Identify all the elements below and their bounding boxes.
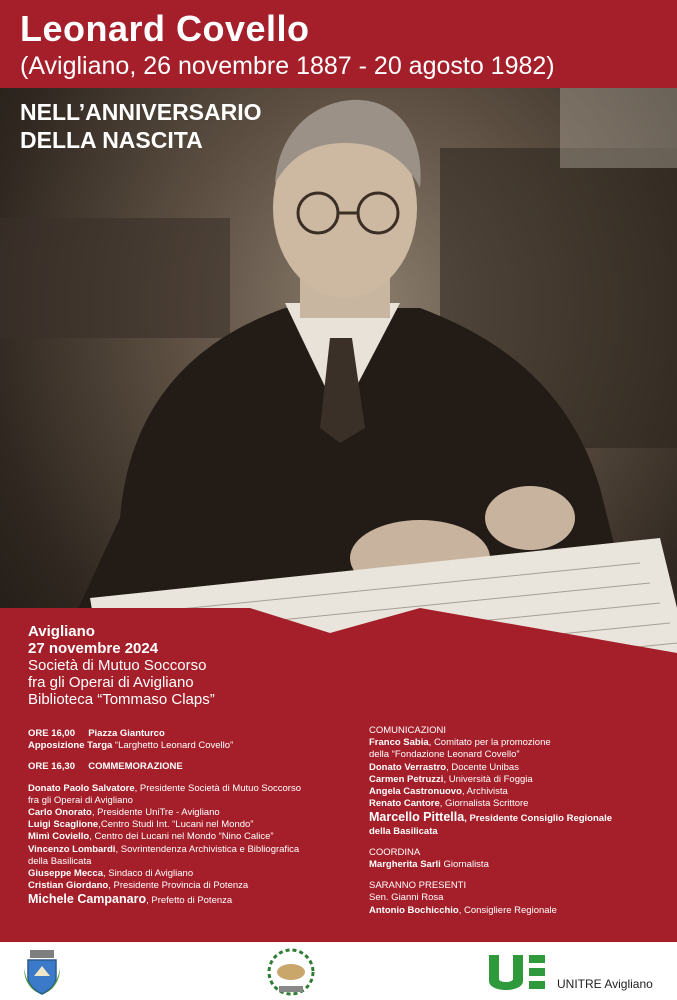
event-details <box>28 623 215 708</box>
pittella-role-2: della Basilicata <box>369 825 438 837</box>
speaker-line: Cristian Giordano, Presidente Provincia di Potenza <box>28 880 249 892</box>
event-venue-2: fra gli Operai di Avigliano <box>28 674 194 691</box>
presenti-2-role: , Consigliere Regionale <box>458 904 557 916</box>
coordinator-name: Margherita Sarli <box>369 859 441 871</box>
speaker-line: Donato Paolo Salvatore, Presidente Società di Mutuo Soccorso <box>28 782 301 794</box>
event-venue-3: Biblioteca “Tommaso Claps” <box>28 691 215 708</box>
unitre-logo-icon <box>487 953 547 993</box>
program-right-column <box>369 725 669 917</box>
coordinator-role: Giornalista <box>440 859 489 871</box>
soms-emblem-icon <box>265 946 317 998</box>
comune-label: Comune di Avigliano <box>76 977 186 991</box>
presenti-label: SARANNO PRESENTI <box>369 880 467 892</box>
coordina-label: COORDINA <box>369 846 421 858</box>
speaker-line: Angela Castronuovo, Archivista <box>369 786 508 798</box>
commemorazione-label: COMMEMORAZIONE <box>88 761 183 773</box>
speaker-line: della “Fondazione Leonard Covello” <box>369 749 520 761</box>
speaker-line: Donato Verrastro, Docente Unibas <box>369 761 519 773</box>
speaker-line: Giuseppe Mecca, Sindaco di Avigliano <box>28 868 194 880</box>
birth-death-dates: (Avigliano, 26 novembre 1887 - 20 agosto 1982) <box>20 52 555 80</box>
event-city: Avigliano <box>28 623 95 640</box>
presenti-2-name: Antonio Bochicchio <box>369 904 459 916</box>
comune-crest-icon <box>22 948 62 996</box>
soms-label: S.O.M.S. Avigliano <box>324 977 424 991</box>
comunicazioni-label: COMUNICAZIONI <box>369 725 447 736</box>
time-2: ORE 16,30 <box>28 761 75 773</box>
apposizione-text: “Larghetto Leonard Covello” <box>112 740 234 752</box>
apposizione-label: Apposizione Targa <box>28 740 113 752</box>
final-speaker-name: Michele Campanaro <box>28 892 147 907</box>
speaker-line: Vincenzo Lombardi, Sovrintendenza Archivistica e Bibliografica <box>28 843 300 855</box>
final-speaker-role: , Prefetto di Potenza <box>146 895 233 907</box>
footer-logos <box>0 942 677 1000</box>
pittella-name: Marcello Pittella <box>369 810 465 825</box>
time-1: ORE 16,00 <box>28 728 75 739</box>
pittella-role: , Presidente Consiglio Regionale <box>464 813 612 825</box>
anniversary-line-1: NELL’ANNIVERSARIO <box>20 99 262 125</box>
header-band <box>0 0 677 88</box>
speaker-line: Carmen Petruzzi, Università di Foggia <box>369 773 533 785</box>
speaker-line: Mimì Coviello, Centro dei Lucani nel Mondo “Nino Calice” <box>28 831 274 843</box>
program-left-column <box>28 728 348 908</box>
speaker-line: Renato Cantore, Giornalista Scrittore <box>369 798 529 810</box>
page-title: Leonard Covello <box>20 8 310 49</box>
event-date: 27 novembre 2024 <box>28 640 159 657</box>
speaker-line: fra gli Operai di Avigliano <box>28 794 133 806</box>
speaker-line: Luigi Scaglione,Centro Studi Int. “Lucani nel Mondo” <box>28 819 254 831</box>
anniversary-heading <box>20 98 262 154</box>
anniversary-line-2: DELLA NASCITA <box>20 127 203 153</box>
speaker-line: Franco Sabia, Comitato per la promozione <box>369 737 551 749</box>
presenti-1: Sen. Gianni Rosa <box>369 892 444 904</box>
unitre-label: UNITRE Avigliano <box>557 977 653 991</box>
place-1: Piazza Gianturco <box>88 728 165 739</box>
speaker-line: Carlo Onorato, Presidente UniTre - Avigliano <box>28 807 220 819</box>
event-venue-1: Società di Mutuo Soccorso <box>28 657 207 674</box>
speaker-line: della Basilicata <box>28 855 92 867</box>
